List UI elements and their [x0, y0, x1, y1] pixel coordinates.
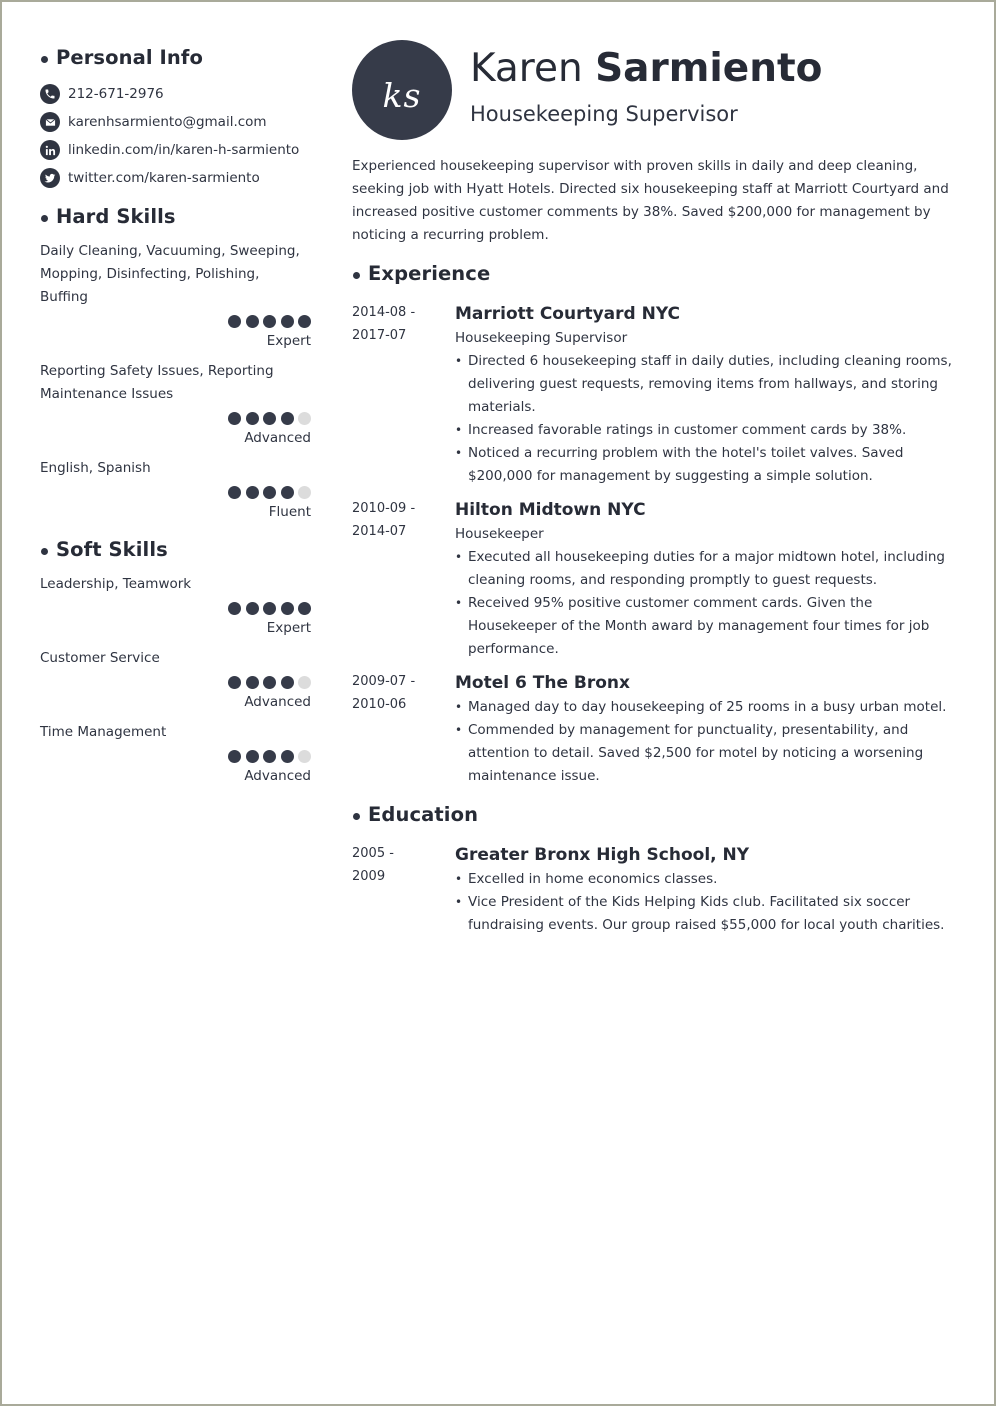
skill-item — [40, 457, 311, 523]
date-end: 2009 — [352, 869, 386, 884]
rating-dot — [263, 750, 276, 763]
rating-dot — [281, 315, 294, 328]
experience-section — [352, 261, 962, 937]
skill-item — [40, 573, 311, 639]
date-end: 2010-06 — [352, 697, 407, 712]
skill-name: Reporting Safety Issues, Reporting Maintenance Issues — [40, 363, 274, 402]
education-heading: Education — [352, 802, 962, 828]
rating-dot — [298, 315, 311, 328]
rating-dot — [246, 315, 259, 328]
rating-dot — [263, 486, 276, 499]
rating-dot — [228, 602, 241, 615]
skill-rating — [40, 315, 311, 328]
rating-dot — [298, 486, 311, 499]
job-bullet: • Commended by management for punctuality, presentability, and attention to detail. Saved $2,500 for motel by noticing a worsening maintenance issue. — [455, 719, 962, 788]
rating-dot — [281, 676, 294, 689]
education-entry — [352, 842, 962, 937]
rating-dot — [298, 676, 311, 689]
personal-info-heading: Personal Info — [40, 45, 311, 71]
skill-name: English, Spanish — [40, 460, 151, 476]
job-bullet: • Increased favorable ratings in customer comment cards by 38%. — [455, 419, 962, 442]
job-dates — [352, 497, 442, 543]
skill-name: Daily Cleaning, Vacuuming, Sweeping, Mopping, Disinfecting, Polishing, Buffing — [40, 243, 300, 305]
skill-rating — [40, 412, 311, 425]
rating-dot — [228, 412, 241, 425]
skill-level: Expert — [266, 333, 311, 349]
linkedin-icon — [40, 140, 60, 160]
school-name: Greater Bronx High School, NY — [455, 845, 750, 865]
skill-level: Expert — [266, 620, 311, 636]
phone-icon — [40, 84, 60, 104]
phone-row — [40, 80, 311, 108]
linkedin-row[interactable] — [40, 136, 311, 164]
job-role: Housekeeping Supervisor — [455, 330, 628, 346]
experience-heading: Experience — [352, 261, 962, 287]
skill-name: Customer Service — [40, 650, 160, 666]
skill-level: Advanced — [244, 768, 311, 784]
company-name: Motel 6 The Bronx — [455, 673, 630, 693]
email-row[interactable] — [40, 108, 311, 136]
company-name: Hilton Midtown NYC — [455, 500, 646, 520]
skill-item — [40, 240, 311, 352]
skill-level: Fluent — [268, 504, 311, 520]
hard-skills-heading: Hard Skills — [40, 204, 311, 230]
avatar: ks — [352, 40, 452, 140]
rating-dot — [281, 750, 294, 763]
rating-dot — [228, 486, 241, 499]
summary: Experienced housekeeping supervisor with proven skills in daily and deep cleaning, seeking job with Hyatt Hotels. Directed six housekeeping staff at Marriott Courtyard and increased positive customer comments by 38%. Saved $200,000 for management by noticing a recurring problem. — [352, 158, 949, 243]
date-start: 2005 - — [352, 846, 394, 861]
rating-dot — [263, 676, 276, 689]
last-name: Sarmiento — [595, 46, 823, 91]
job-bullet: • Received 95% positive customer comment cards. Given the Housekeeper of the Month award by management four times for job performance. — [455, 592, 962, 661]
rating-dot — [246, 486, 259, 499]
job-bullet: • Directed 6 housekeeping staff in daily duties, including cleaning rooms, delivering guest requests, removing items from hallways, and storing materials. — [455, 350, 962, 419]
education-bullet: • Excelled in home economics classes. — [455, 868, 962, 891]
job-entry — [352, 497, 962, 661]
job-role: Housekeeper — [455, 526, 544, 542]
phone-text: 212-671-2976 — [68, 86, 164, 102]
rating-dot — [298, 412, 311, 425]
full-name — [470, 44, 822, 94]
job-dates — [352, 670, 442, 716]
rating-dot — [263, 315, 276, 328]
skill-item — [40, 647, 311, 713]
skill-item — [40, 360, 311, 449]
rating-dot — [246, 676, 259, 689]
job-entry — [352, 670, 962, 788]
job-bullet: • Executed all housekeeping duties for a major midtown hotel, including cleaning rooms, and responding promptly to guest requests. — [455, 546, 962, 592]
first-name: Karen — [470, 46, 583, 91]
job-bullet: • Noticed a recurring problem with the hotel's toilet valves. Saved $200,000 for management by suggesting a simple solution. — [455, 442, 962, 488]
job-dates — [352, 301, 442, 347]
linkedin-text[interactable]: linkedin.com/in/karen-h-sarmiento — [68, 142, 300, 158]
skill-level: Advanced — [244, 430, 311, 446]
skill-name: Time Management — [40, 724, 167, 740]
date-end: 2017-07 — [352, 328, 407, 343]
job-entry — [352, 301, 962, 488]
sidebar — [40, 42, 311, 787]
rating-dot — [228, 676, 241, 689]
rating-dot — [246, 412, 259, 425]
job-title: Housekeeping Supervisor — [470, 102, 738, 126]
date-start: 2010-09 - — [352, 501, 416, 516]
skill-level: Advanced — [244, 694, 311, 710]
email-icon — [40, 112, 60, 132]
email-text[interactable]: karenhsarmiento@gmail.com — [68, 114, 267, 130]
skill-rating — [40, 602, 311, 615]
rating-dot — [228, 315, 241, 328]
twitter-icon — [40, 168, 60, 188]
skill-name: Leadership, Teamwork — [40, 576, 192, 592]
twitter-row[interactable] — [40, 164, 311, 192]
education-bullet: • Vice President of the Kids Helping Kids club. Facilitated six soccer fundraising events. Our group raised $55,000 for local youth charities. — [455, 891, 962, 937]
job-bullet: • Managed day to day housekeeping of 25 rooms in a busy urban motel. — [455, 696, 962, 719]
skill-rating — [40, 486, 311, 499]
twitter-text[interactable]: twitter.com/karen-sarmiento — [68, 170, 260, 186]
skill-rating — [40, 750, 311, 763]
rating-dot — [246, 750, 259, 763]
date-end: 2014-07 — [352, 524, 407, 539]
rating-dot — [263, 602, 276, 615]
skill-item — [40, 721, 311, 787]
rating-dot — [281, 412, 294, 425]
rating-dot — [298, 602, 311, 615]
rating-dot — [281, 486, 294, 499]
soft-skills-heading: Soft Skills — [40, 537, 311, 563]
date-start: 2014-08 - — [352, 305, 416, 320]
rating-dot — [228, 750, 241, 763]
rating-dot — [246, 602, 259, 615]
rating-dot — [263, 412, 276, 425]
education-dates — [352, 842, 442, 888]
skill-rating — [40, 676, 311, 689]
rating-dot — [281, 602, 294, 615]
company-name: Marriott Courtyard NYC — [455, 304, 681, 324]
rating-dot — [298, 750, 311, 763]
date-start: 2009-07 - — [352, 674, 416, 689]
